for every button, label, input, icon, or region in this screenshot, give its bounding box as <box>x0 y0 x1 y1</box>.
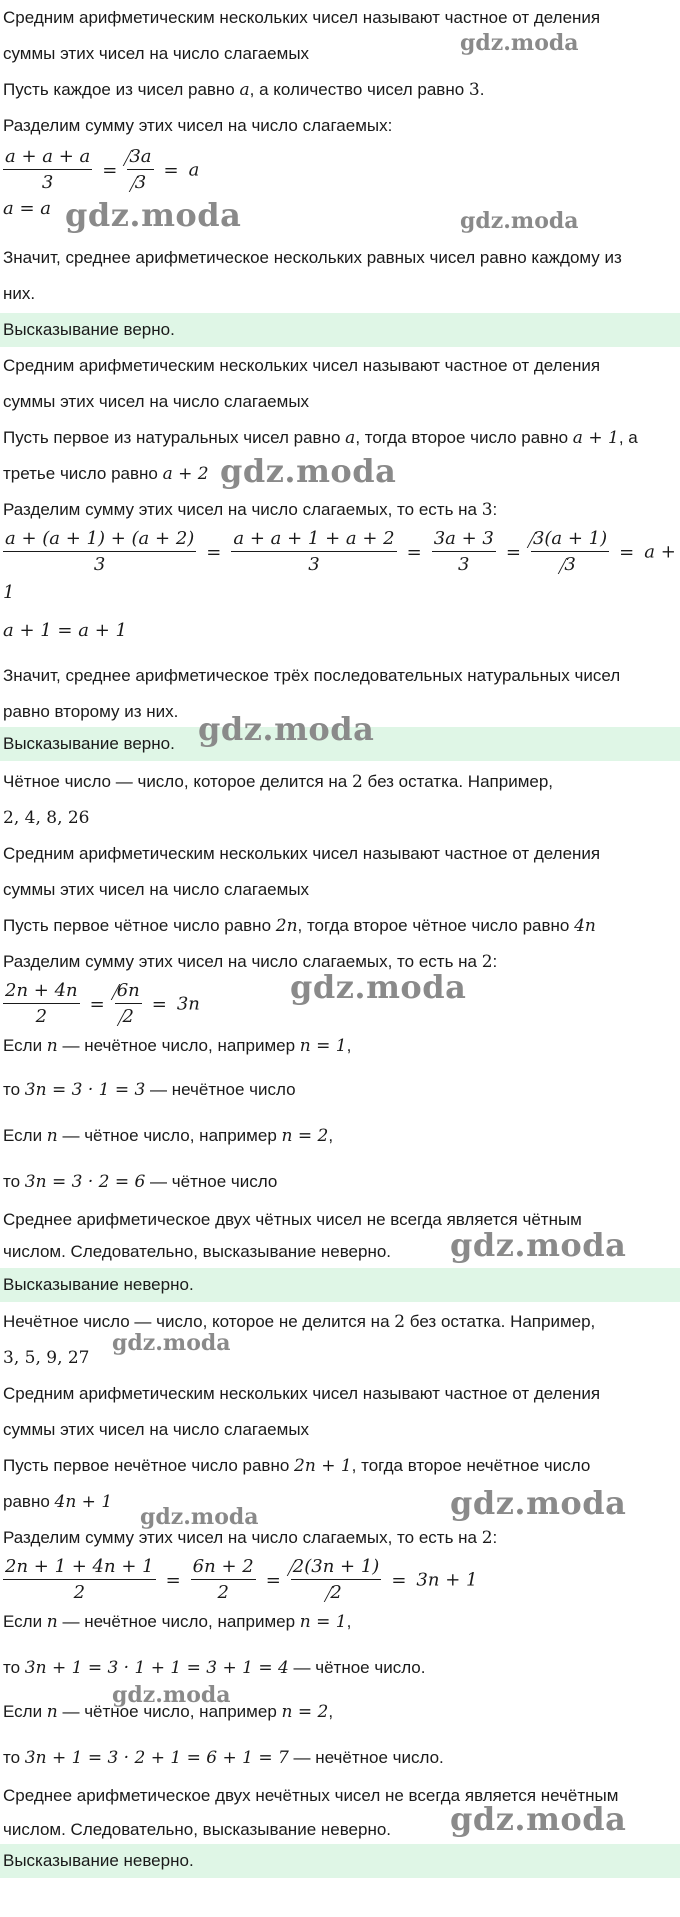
s1-line-1: Средним арифметическим нескольких чисел называют частное от деления <box>3 8 601 27</box>
s3-line-12: числом. Следовательно, высказывание неверно. <box>3 1242 392 1261</box>
s4-line-13: числом. Следовательно, высказывание неверно. <box>3 1820 392 1839</box>
s4-line-8: Если n — нечётное число, например n = 1, <box>3 1612 352 1632</box>
watermark: gdz.moda <box>112 1682 231 1708</box>
s4-line-1: Нечётное число — число, которое не делится на 2 без остатка. Например, <box>3 1312 596 1332</box>
s2-line-4: третье число равно a + 2 <box>3 464 209 484</box>
s3-line-4: суммы этих чисел на число слагаемых <box>3 880 310 899</box>
s4-line-10: Если n — чётное число, например n = 2, <box>3 1702 334 1722</box>
s1-line-6: них. <box>3 284 36 303</box>
s2-line-3: Пусть первое из натуральных чисел равно a, тогда второе число равно a + 1, а <box>3 428 638 448</box>
s3-line-8: то 3n = 3 · 1 = 3 — нечётное число <box>3 1080 296 1100</box>
s2-line-6: Значит, среднее арифметическое трёх последовательных натуральных чисел <box>3 666 621 685</box>
s4-line-12: Среднее арифметическое двух нечётных чисел не всегда является нечётным <box>3 1786 619 1805</box>
s1-line-5: Значит, среднее арифметическое нескольких равных чисел равно каждому из <box>3 248 622 267</box>
s3-line-10: то 3n = 3 · 2 = 6 — чётное число <box>3 1172 278 1192</box>
s4-line-6: равно 4n + 1 <box>3 1492 113 1512</box>
s3-line-7: Если n — нечётное число, например n = 1, <box>3 1036 352 1056</box>
watermark: gdz.moda <box>112 1330 231 1356</box>
s1-verdict: Высказывание верно. <box>0 313 680 347</box>
s2-verdict: Высказывание верно. <box>0 727 680 761</box>
s3-line-5: Пусть первое чётное число равно 2n, тогда второе чётное число равно 4n <box>3 916 596 936</box>
s4-line-3: Средним арифметическим нескольких чисел называют частное от деления <box>3 1384 601 1403</box>
s2-line-1: Средним арифметическим нескольких чисел называют частное от деления <box>3 356 601 375</box>
s1-equation-1: $\frac{a + a + a}{3}$ = $\frac{3a}{3}$ = a <box>5 146 200 193</box>
s2-equation-1: $\frac{a + (a + 1) + (a + 2)}{3}$ = $\frac{a + a + 1 + a + 2}{3}$ = $\frac{3a + 3}{3}$ = $\frac{3(a + 1)}{3}$ = a + <box>5 528 676 575</box>
s4-line-9: то 3n + 1 = 3 · 1 + 1 = 3 + 1 = 4 — чётное число. <box>3 1658 426 1678</box>
s1-line-2: суммы этих чисел на число слагаемых <box>3 44 310 63</box>
watermark: gdz.moda <box>65 196 242 234</box>
watermark: gdz.moda <box>460 208 579 234</box>
s3-line-11: Среднее арифметическое двух чётных чисел не всегда является чётным <box>3 1210 582 1229</box>
s4-verdict: Высказывание неверно. <box>0 1844 680 1878</box>
watermark: gdz.moda <box>198 710 375 748</box>
s2-line-7: равно второму из них. <box>3 702 179 721</box>
s3-line-6: Разделим сумму этих чисел на число слагаемых, то есть на 2: <box>3 952 498 972</box>
s1-equation-2: a = a <box>3 198 51 219</box>
s3-line-3: Средним арифметическим нескольких чисел называют частное от деления <box>3 844 601 863</box>
s4-line-11: то 3n + 1 = 3 · 2 + 1 = 6 + 1 = 7 — нечётное число. <box>3 1748 444 1768</box>
s1-line-4: Разделим сумму этих чисел на число слагаемых: <box>3 116 393 135</box>
s2-line-5: Разделим сумму этих чисел на число слагаемых, то есть на 3: <box>3 500 498 520</box>
s4-line-2: 3, 5, 9, 27 <box>3 1348 90 1368</box>
watermark: gdz.moda <box>220 452 397 490</box>
watermark: gdz.moda <box>450 1484 627 1522</box>
s3-line-2: 2, 4, 8, 26 <box>3 808 90 828</box>
s2-line-2: суммы этих чисел на число слагаемых <box>3 392 310 411</box>
s4-equation-1: $\frac{2n + 1 + 4n + 1}{2}$ = $\frac{6n + 2}{2}$ = $\frac{2(3n + 1)}{2}$ = 3n + 1 <box>5 1556 478 1603</box>
s3-verdict: Высказывание неверно. <box>0 1268 680 1302</box>
s3-line-9: Если n — чётное число, например n = 2, <box>3 1126 334 1146</box>
s3-equation-1: $\frac{2n + 4n}{2}$ = $\frac{6n}{2}$ = 3n <box>5 980 200 1027</box>
watermark: gdz.moda <box>460 30 579 56</box>
watermark: gdz.moda <box>290 968 467 1006</box>
s3-line-1: Чётное число — число, которое делится на 2 без остатка. Например, <box>3 772 554 792</box>
s4-line-5: Пусть первое нечётное число равно 2n + 1, тогда второе нечётное число <box>3 1456 591 1476</box>
s4-line-7: Разделим сумму этих чисел на число слагаемых, то есть на 2: <box>3 1528 498 1548</box>
watermark: gdz.moda <box>140 1504 259 1530</box>
watermark: gdz.moda <box>450 1226 627 1264</box>
s2-equation-wrap: 1 <box>3 582 15 603</box>
watermark: gdz.moda <box>450 1800 627 1838</box>
s1-line-3: Пусть каждое из чисел равно a, а количество чисел равно 3. <box>3 80 485 100</box>
s2-equation-2: a + 1 = a + 1 <box>3 620 127 641</box>
s4-line-4: суммы этих чисел на число слагаемых <box>3 1420 310 1439</box>
